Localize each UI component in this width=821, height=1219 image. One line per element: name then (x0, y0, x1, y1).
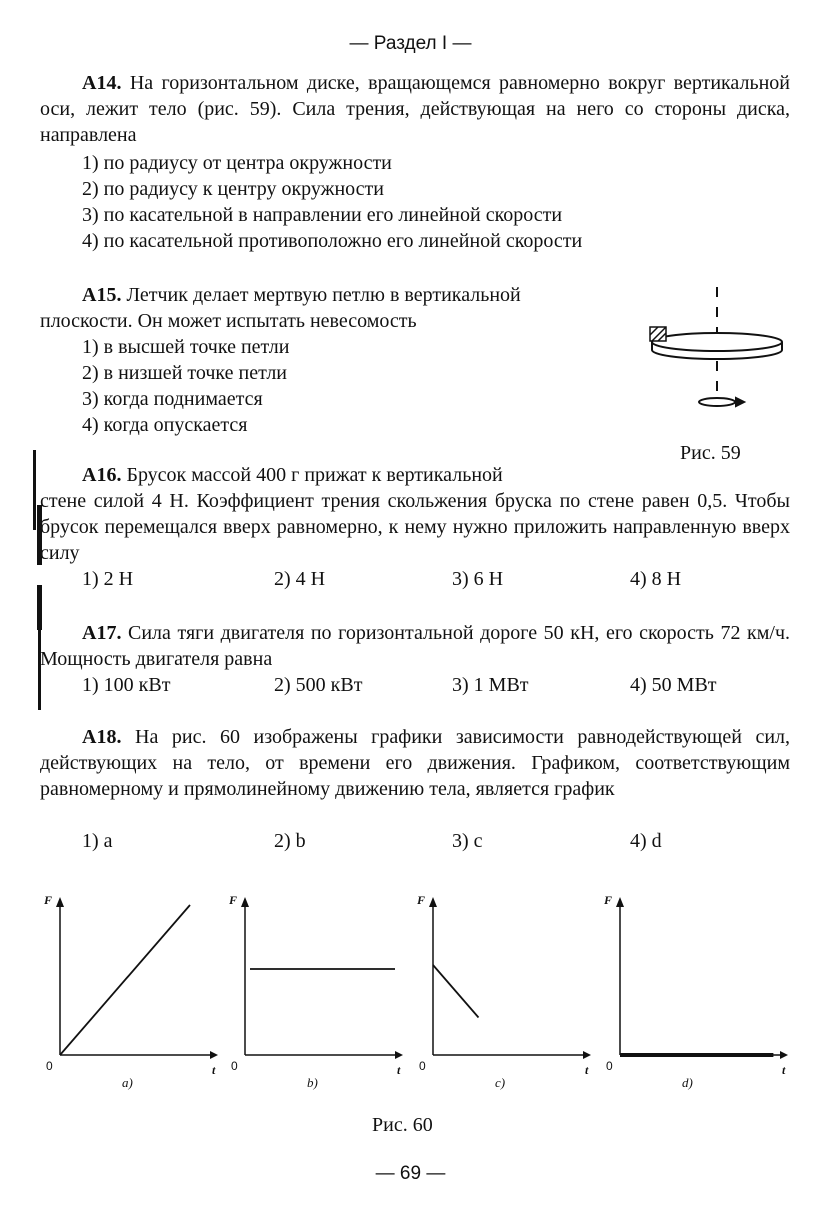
t-axis-label: t (212, 1063, 216, 1077)
origin-label: 0 (419, 1059, 426, 1073)
question-id: А15. (82, 284, 122, 306)
f-axis-arrow (616, 897, 624, 907)
question-id: А16. (82, 464, 122, 486)
option: 2) по радиусу к центру окружности (82, 178, 384, 200)
option: 1) a (82, 830, 113, 852)
question-id: А14. (82, 72, 122, 94)
option: 1) 2 Н (82, 568, 134, 590)
option: 1) 100 кВт (82, 674, 171, 696)
question-text: Брусок массой 400 г прижат к вертикальной (126, 464, 503, 486)
option: 3) 1 МВт (452, 674, 529, 696)
graph-label: a) (122, 1075, 133, 1090)
option: 3) когда поднимается (82, 388, 263, 410)
question-id: А18. (82, 726, 122, 748)
option: 2) 500 кВт (274, 674, 363, 696)
option: 4) когда опускается (82, 414, 248, 436)
option: 4) по касательной противоположно его линейной скорости (82, 230, 583, 252)
graph-label: c) (495, 1075, 506, 1090)
graph-label: b) (307, 1075, 318, 1090)
section-header: — Раздел I — (349, 33, 472, 54)
option: 3) по касательной в направлении его линейной скорости (82, 204, 563, 226)
option: 2) b (274, 830, 306, 852)
t-axis-label: t (782, 1063, 786, 1077)
f-axis-label: F (417, 893, 426, 907)
option: 4) 8 Н (630, 568, 682, 590)
t-axis-label: t (585, 1063, 589, 1077)
f-axis-label: F (44, 893, 53, 907)
figure-60-caption: Рис. 60 (372, 1114, 433, 1136)
f-axis-label: F (229, 893, 238, 907)
question-text: На горизонтальном диске, вращающемся равномерно вокруг вертикальной оси, лежит тело (рис. 59). Сила трения, действующая на него со стороны диска, направлена (40, 72, 790, 146)
f-axis-label: F (604, 893, 613, 907)
origin-label: 0 (46, 1059, 53, 1073)
t-axis-label: t (397, 1063, 401, 1077)
page-number: — 69 — (375, 1163, 446, 1184)
option: 2) в низшей точке петли (82, 362, 288, 384)
question-text: Летчик делает мертвую петлю в вертикальной (126, 284, 521, 306)
question-a16-text: стене силой 4 Н. Коэффициент трения скольжения бруска по стене равен 0,5. Чтобы брусок перемещался вверх равномерно, к нему нужно приложить направленную вверх силу (40, 490, 790, 564)
origin-label: 0 (606, 1059, 613, 1073)
option: 1) по радиусу от центра окружности (82, 152, 392, 174)
graph-label: d) (682, 1075, 693, 1090)
option: 4) d (630, 830, 662, 852)
question-a15-line2: плоскости. Он может испытать невесомость (40, 310, 417, 332)
question-text: Сила тяги двигателя по горизонтальной дороге 50 кН, его скорость 72 км/ч. Мощность двигателя равна (40, 622, 791, 670)
origin-label: 0 (231, 1059, 238, 1073)
option: 3) 6 Н (452, 568, 504, 590)
question-text: На рис. 60 изображены графики зависимости равнодействующей сил, действующих на тело, от времени его движения. Графиком, соответствующим равномерному и прямолинейному движению тела, является график (40, 726, 791, 800)
t-axis-arrow (780, 1051, 788, 1059)
option: 3) c (452, 830, 483, 852)
option: 1) в высшей точке петли (82, 336, 290, 358)
figure-59-caption: Рис. 59 (680, 442, 741, 464)
question-id: А17. (82, 622, 122, 644)
option: 4) 50 МВт (630, 674, 717, 696)
option: 2) 4 Н (274, 568, 326, 590)
